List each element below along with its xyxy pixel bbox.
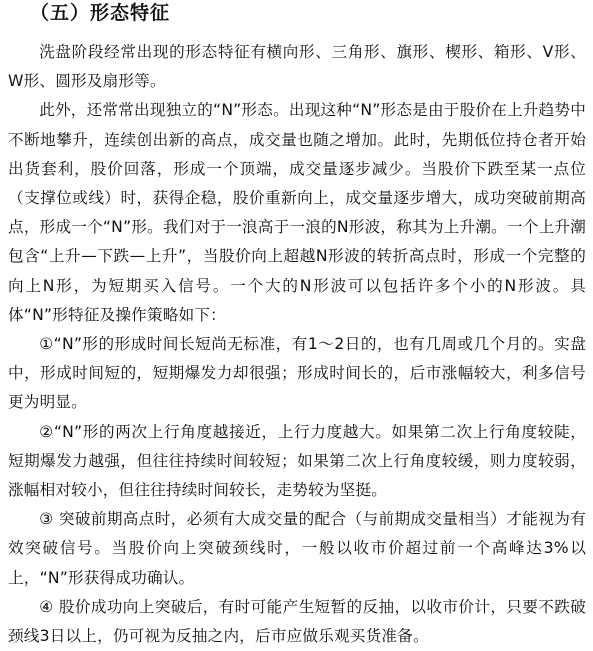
paragraph-intro: 洗盘阶段经常出现的形态特征有横向形、三角形、旗形、楔形、箱形、V形、W形、圆形及扇形等。 [8,43,586,91]
paragraph-point-2: ②“N”形的两次上行角度越接近，上行力度越大。如果第二次上行角度较陡，短期爆发力越强，但往往持续时间较短；如果第二次上行角度较缓，则力度较弱，涨幅相对较小，但往往持续时间较长，走势较为坚挺。 [8,422,586,500]
section-heading: （五）形态特征 [30,2,171,24]
paragraph-point-1: ①“N”形的形成时间长短尚无标准，有1～2日的，也有几周或几个月的。实盘中，形成时间短的，短期爆发力却很强；形成时间长的，后市涨幅较大，利多信号更为明显。 [8,335,586,412]
paragraph-n-pattern: 此外，还常常出现独立的“N”形态。出现这种“N”形态是由于股价在上升趋势中不断地攀升，连续创出新的高点，成交量也随之增加。此时，先期低位持仓者开始出货套利，股价回落，形成一个顶端，成交量逐步减少。当股价下跌至某一点位（支撑位或线）时，获得企稳，股价重新向上，成交量逐步增大，成功突破前期高点，形成一个“N”形。我们对于一浪高于一浪的N形波，称其为上升潮。一个上升潮包含“上升—下跌—上升”，当股价向上超越N形波的转折高点时，形成一个完整的向上N形，为短期买入信号。一个大的N形波可以包括许多个小的N形波。具体“N”形特征及操作策略如下： [8,101,586,324]
body-text [8,38,586,651]
paragraph-point-3: ③ 突破前期高点时，必须有大成交量的配合（与前期成交量相当）才能视为有效突破信号。当股价向上突破颈线时，一般以收市价超过前一个高峰达3%以上，“N”形获得成功确认。 [8,510,586,587]
paragraph-point-4: ④ 股价成功向上突破后，有时可能产生短暂的反抽，以收市价计，只要不跌破颈线3日以上，仍可视为反抽之内，后市应做乐观买货准备。 [8,597,586,646]
